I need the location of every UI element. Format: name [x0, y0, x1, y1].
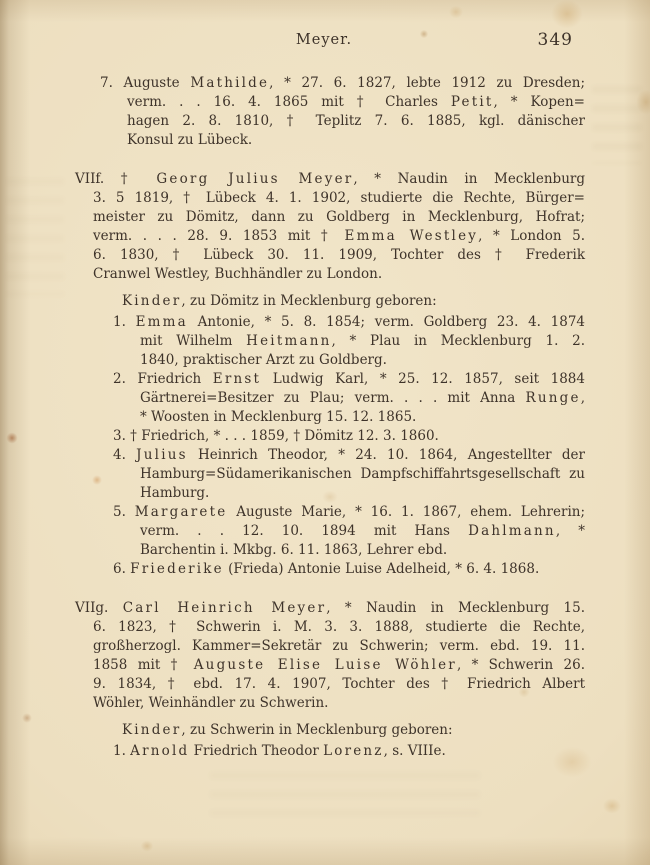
spaced-name: Auguste Elise Luise Wöhler: [193, 657, 457, 673]
spaced-name: Julius: [136, 447, 188, 463]
spaced-name: Kinder: [122, 722, 182, 738]
show-through-ghost: [592, 86, 642, 164]
text-line: verm. . . . 28. 9. 1853 mit † Emma Westley, * London 5.: [93, 228, 586, 244]
text-line: 4. Julius Heinrich Theodor, * 24. 10. 1864, Angestellter der: [113, 447, 585, 463]
entry-7: [100, 74, 585, 150]
text-line: 1840, praktischer Arzt zu Goldberg.: [140, 352, 387, 368]
spaced-name: Heitmann: [246, 333, 332, 349]
show-through-ghost: [6, 178, 64, 296]
child-3-friedrich: [113, 427, 585, 446]
text-body: [75, 74, 586, 761]
child-4-julius: [113, 446, 585, 503]
show-through-ghost: [210, 772, 480, 816]
text-line: meister zu Dömitz, dann zu Goldberg in Mecklenburg, Hofrat;: [93, 209, 585, 225]
text-line: Kinder, zu Schwerin in Mecklenburg geboren:: [122, 722, 453, 738]
spaced-name: Carl Heinrich Meyer: [122, 600, 327, 616]
text-line: 2. Friedrich Ernst Ludwig Karl, * 25. 12. 1857, seit 1884: [113, 371, 585, 387]
child-2-friedrich-ernst: [113, 370, 585, 427]
text-line: 6. Friederike (Frieda) Antonie Luise Adelheid, * 6. 4. 1868.: [113, 561, 540, 577]
text-line: mit Wilhelm Heitmann, * Plau in Mecklenburg 1. 2.: [140, 333, 585, 349]
children-heading-schwerin: [122, 721, 585, 740]
text-line: Hamburg=Südamerikanischen Dampfschiffahrtsgesellschaft zu: [140, 466, 585, 482]
text-line: 5. Margarete Auguste Marie, * 16. 1. 1867, ehem. Lehrerin;: [113, 504, 586, 520]
running-title: Meyer.: [295, 32, 353, 48]
spaced-name: Emma Westley: [344, 228, 479, 244]
spaced-name: Dahlmann: [468, 523, 556, 539]
text-line: Gärtnerei=Besitzer zu Plau; verm. . . . mit Anna Runge,: [140, 390, 585, 406]
spaced-name: Margarete: [134, 504, 228, 520]
text-line: Cranwel Westley, Buchhändler zu London.: [93, 266, 383, 282]
text-line: hagen 2. 8. 1810, † Teplitz 7. 6. 1885, kgl. dänischer: [127, 113, 585, 129]
spaced-name: Runge: [525, 390, 581, 406]
text-line: 6. 1823, † Schwerin i. M. 3. 3. 1888, studierte die Rechte,: [93, 619, 585, 635]
spaced-name: Mathilde: [190, 75, 270, 91]
text-line: * Woosten in Mecklenburg 15. 12. 1865.: [140, 409, 417, 425]
section-VIIg: [75, 599, 585, 713]
text-line: Wöhler, Weinhändler zu Schwerin.: [93, 695, 329, 711]
text-line: 7. Auguste Mathilde, * 27. 6. 1827, lebte 1912 zu Dresden;: [100, 75, 585, 91]
running-header: [93, 32, 585, 54]
text-line: 3. 5 1819, † Lübeck 4. 1. 1902, studierte die Rechte, Bürger=: [93, 190, 585, 206]
spaced-name: Petit: [450, 94, 494, 110]
text-line: Hamburg.: [140, 485, 210, 501]
text-line: verm. . . 16. 4. 1865 mit † Charles Petit, * Kopen=: [127, 94, 585, 110]
page-number: 349: [537, 30, 573, 50]
section-VIIf: [75, 170, 586, 284]
text-line: 9. 1834, † ebd. 17. 4. 1907, Tochter des † Friedrich Albert: [93, 676, 585, 692]
children-heading-doemitz: [122, 292, 585, 311]
child-6-friederike: [113, 560, 585, 579]
text-line: großherzogl. Kammer=Sekretär zu Schwerin; verm. ebd. 19. 11.: [93, 638, 585, 654]
spaced-name: Friederike: [130, 561, 224, 577]
child-1-emma: [113, 313, 585, 370]
text-line: 1. Arnold Friedrich Theodor Lorenz, s. VIIIe.: [113, 743, 446, 759]
child-1-arnold: [113, 742, 585, 761]
text-line: Konsul zu Lübeck.: [127, 132, 253, 148]
child-5-margarete: [113, 503, 586, 560]
text-line: Kinder, zu Dömitz in Mecklenburg geboren:: [122, 293, 437, 309]
text-line: 1858 mit † Auguste Elise Luise Wöhler, * Schwerin 26.: [93, 657, 585, 673]
spaced-name: Ernst: [212, 371, 262, 387]
text-line: Barchentin i. Mkbg. 6. 11. 1863, Lehrer ebd.: [140, 542, 448, 558]
text-line: verm. . . 12. 10. 1894 mit Hans Dahlmann, *: [140, 523, 586, 539]
text-line: VIIg. Carl Heinrich Meyer, * Naudin in Mecklenburg 15.: [75, 600, 585, 616]
text-line: 1. Emma Antonie, * 5. 8. 1854; verm. Goldberg 23. 4. 1874: [113, 314, 585, 330]
text-line: 3. † Friedrich, * . . . 1859, † Dömitz 12. 3. 1860.: [113, 428, 439, 444]
spaced-name: Arnold: [130, 743, 190, 759]
spaced-name: Emma: [135, 314, 188, 330]
text-line: VIIf. † Georg Julius Meyer, * Naudin in Mecklenburg: [75, 171, 585, 187]
text-line: 6. 1830, † Lübeck 30. 11. 1909, Tochter des † Frederik: [93, 247, 585, 263]
spaced-name: Georg Julius Meyer: [156, 171, 354, 187]
spaced-name: Kinder: [122, 293, 182, 309]
spaced-name: Lorenz: [323, 743, 384, 759]
